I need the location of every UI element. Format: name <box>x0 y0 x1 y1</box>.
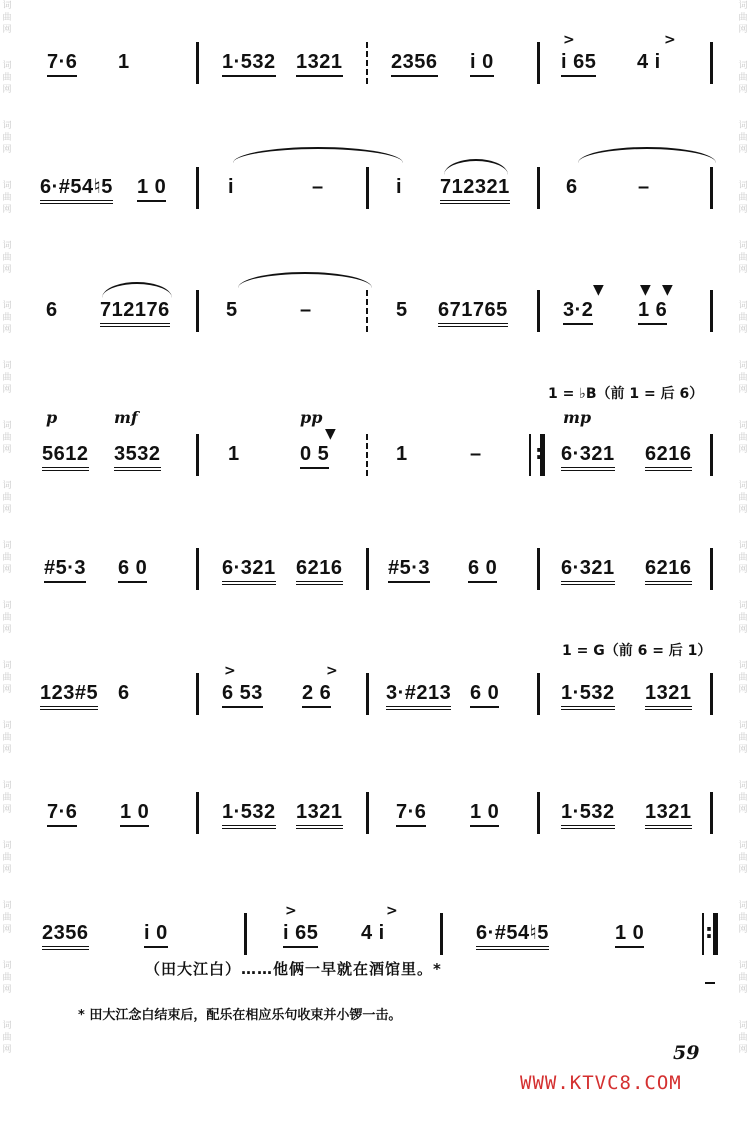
note-group: 712321 <box>440 175 510 204</box>
note-group: 2356 <box>391 50 438 77</box>
note-group: 2 6 <box>302 681 331 708</box>
note-group: – <box>300 299 312 321</box>
note-group: i 0 <box>144 921 168 948</box>
note-group: 712176 <box>100 298 170 327</box>
website-watermark: WWW.KTVC8.COM <box>520 1072 682 1094</box>
dashed-barline <box>366 290 368 332</box>
note-group: #5·3 <box>388 556 430 583</box>
dashed-barline <box>366 42 368 84</box>
note-group: 5 <box>396 299 408 321</box>
note-group: 1·532 <box>222 50 276 77</box>
note-group: 2356 <box>42 921 89 950</box>
note-group: 3·#213 <box>386 681 451 710</box>
note-group: 1321 <box>645 800 692 829</box>
barline <box>196 167 199 209</box>
key-signature-change: 1 = G（前 6 = 后 1） <box>562 643 712 659</box>
barline <box>537 290 540 332</box>
note-group: 6 <box>46 299 58 321</box>
accent-mark: > <box>563 32 575 48</box>
staccato-wedge: ▼ <box>325 426 336 442</box>
barline <box>440 913 443 955</box>
right-watermark-strip: 词曲网 词曲网 词曲网 词曲网 词曲网 词曲网 词曲网 词曲网 词曲网 词曲网 词曲网 词曲网 词曲网 词曲网 词曲网 词曲网 词曲网 词曲网 <box>738 1 748 1055</box>
barline <box>537 167 540 209</box>
note-group: 6·#54♮5 <box>40 175 113 204</box>
note-group: i <box>228 176 235 198</box>
note-group: i 65 <box>561 50 596 77</box>
barline <box>196 42 199 84</box>
note-group: 1 6 <box>638 298 667 325</box>
barline <box>196 290 199 332</box>
barline <box>710 434 713 476</box>
score-system-8 <box>0 903 750 961</box>
dynamic-mark: mf <box>114 408 138 427</box>
note-group: 1 0 <box>120 800 149 827</box>
barline <box>710 548 713 590</box>
grace-slur <box>444 159 508 175</box>
score-system-7 <box>0 800 750 840</box>
spoken-dialogue-line: （田大江白）……他俩一早就在酒馆里。* <box>145 960 442 978</box>
barline <box>244 913 247 955</box>
left-watermark-strip: 词曲网 词曲网 词曲网 词曲网 词曲网 词曲网 词曲网 词曲网 词曲网 词曲网 词曲网 词曲网 词曲网 词曲网 词曲网 词曲网 词曲网 词曲网 <box>0 0 14 1122</box>
note-group: 1321 <box>296 50 343 77</box>
note-group: i <box>396 176 403 198</box>
barline <box>537 548 540 590</box>
staccato-wedge: ▼ <box>662 282 673 298</box>
note-group: – <box>312 176 324 198</box>
page-number: 59 <box>673 1042 700 1064</box>
dashed-barline <box>366 434 368 476</box>
note-group: 1 <box>228 443 240 465</box>
note-group: – <box>470 443 482 465</box>
dynamic-mark: pp <box>300 408 323 427</box>
note-group: 1·532 <box>222 800 276 829</box>
repeat-start-barline <box>529 434 545 476</box>
note-group: #5·3 <box>44 556 86 583</box>
note-group: 6 <box>118 682 130 704</box>
note-group: 0 5 <box>300 442 329 469</box>
barline <box>537 42 540 84</box>
barline <box>537 673 540 715</box>
footnote: * 田大江念白结束后，配乐在相应乐句收束并小锣一击。 <box>78 1008 402 1023</box>
dynamic-mark: p <box>46 408 58 427</box>
score-system-2 <box>0 175 750 215</box>
note-group: 6·#54♮5 <box>476 921 549 950</box>
barline <box>366 167 369 209</box>
barline <box>710 792 713 834</box>
barline <box>710 167 713 209</box>
note-group: 7·6 <box>396 800 426 827</box>
end-dash <box>705 982 715 984</box>
score-system-5 <box>0 556 750 596</box>
note-group: i 65 <box>283 921 318 948</box>
staccato-wedge: ▼ <box>593 282 604 298</box>
grace-slur <box>102 282 172 298</box>
note-group: 1·532 <box>561 800 615 829</box>
repeat-end-barline <box>702 913 718 955</box>
barline <box>710 290 713 332</box>
score-system-4 <box>0 408 750 482</box>
barline <box>710 673 713 715</box>
note-group: 6216 <box>645 556 692 585</box>
note-group: 6·321 <box>222 556 276 585</box>
watermark-text: 词曲网 <box>2 1 12 35</box>
score-system-1 <box>0 32 750 90</box>
barline <box>366 792 369 834</box>
barline <box>196 673 199 715</box>
barline <box>366 548 369 590</box>
barline <box>366 673 369 715</box>
note-group: 1 <box>118 51 130 73</box>
note-group: 4 i <box>361 922 385 944</box>
note-group: 3·2 <box>563 298 593 325</box>
note-group: 6 53 <box>222 681 263 708</box>
key-signature-change: 1 = ♭B（前 1 = 后 6） <box>548 386 704 402</box>
note-group: 7·6 <box>47 800 77 827</box>
barline <box>196 434 199 476</box>
note-group: 7·6 <box>47 50 77 77</box>
note-group: – <box>638 176 650 198</box>
barline <box>537 792 540 834</box>
accent-mark: > <box>326 663 338 679</box>
note-group: 6 <box>566 176 578 198</box>
tie-slur <box>233 147 403 163</box>
note-group: 6216 <box>296 556 343 585</box>
score-system-3 <box>0 282 750 338</box>
note-group: 1 0 <box>615 921 644 948</box>
note-group: 6 0 <box>470 681 499 708</box>
accent-mark: > <box>664 32 676 48</box>
note-group: 6·321 <box>561 442 615 471</box>
accent-mark: > <box>285 903 297 919</box>
note-group: 6 0 <box>468 556 497 583</box>
note-group: 6·321 <box>561 556 615 585</box>
accent-mark: > <box>224 663 236 679</box>
note-group: 1 0 <box>137 175 166 202</box>
note-group: 5 <box>226 299 238 321</box>
barline <box>710 42 713 84</box>
accent-mark: > <box>386 903 398 919</box>
barline <box>196 548 199 590</box>
note-group: 1·532 <box>561 681 615 710</box>
note-group: 671765 <box>438 298 508 327</box>
note-group: 1321 <box>296 800 343 829</box>
note-group: 1321 <box>645 681 692 710</box>
note-group: i 0 <box>470 50 494 77</box>
score-system-6 <box>0 663 750 721</box>
tie-slur <box>238 272 372 288</box>
staccato-wedge: ▼ <box>640 282 651 298</box>
note-group: 6216 <box>645 442 692 471</box>
barline <box>196 792 199 834</box>
tie-slur <box>578 147 716 163</box>
note-group: 5612 <box>42 442 89 471</box>
note-group: 3532 <box>114 442 161 471</box>
note-group: 6 0 <box>118 556 147 583</box>
dynamic-mark: mp <box>563 408 592 427</box>
note-group: 1 0 <box>470 800 499 827</box>
note-group: 4 i <box>637 51 661 73</box>
note-group: 1 <box>396 443 408 465</box>
note-group: 123#5 <box>40 681 98 710</box>
